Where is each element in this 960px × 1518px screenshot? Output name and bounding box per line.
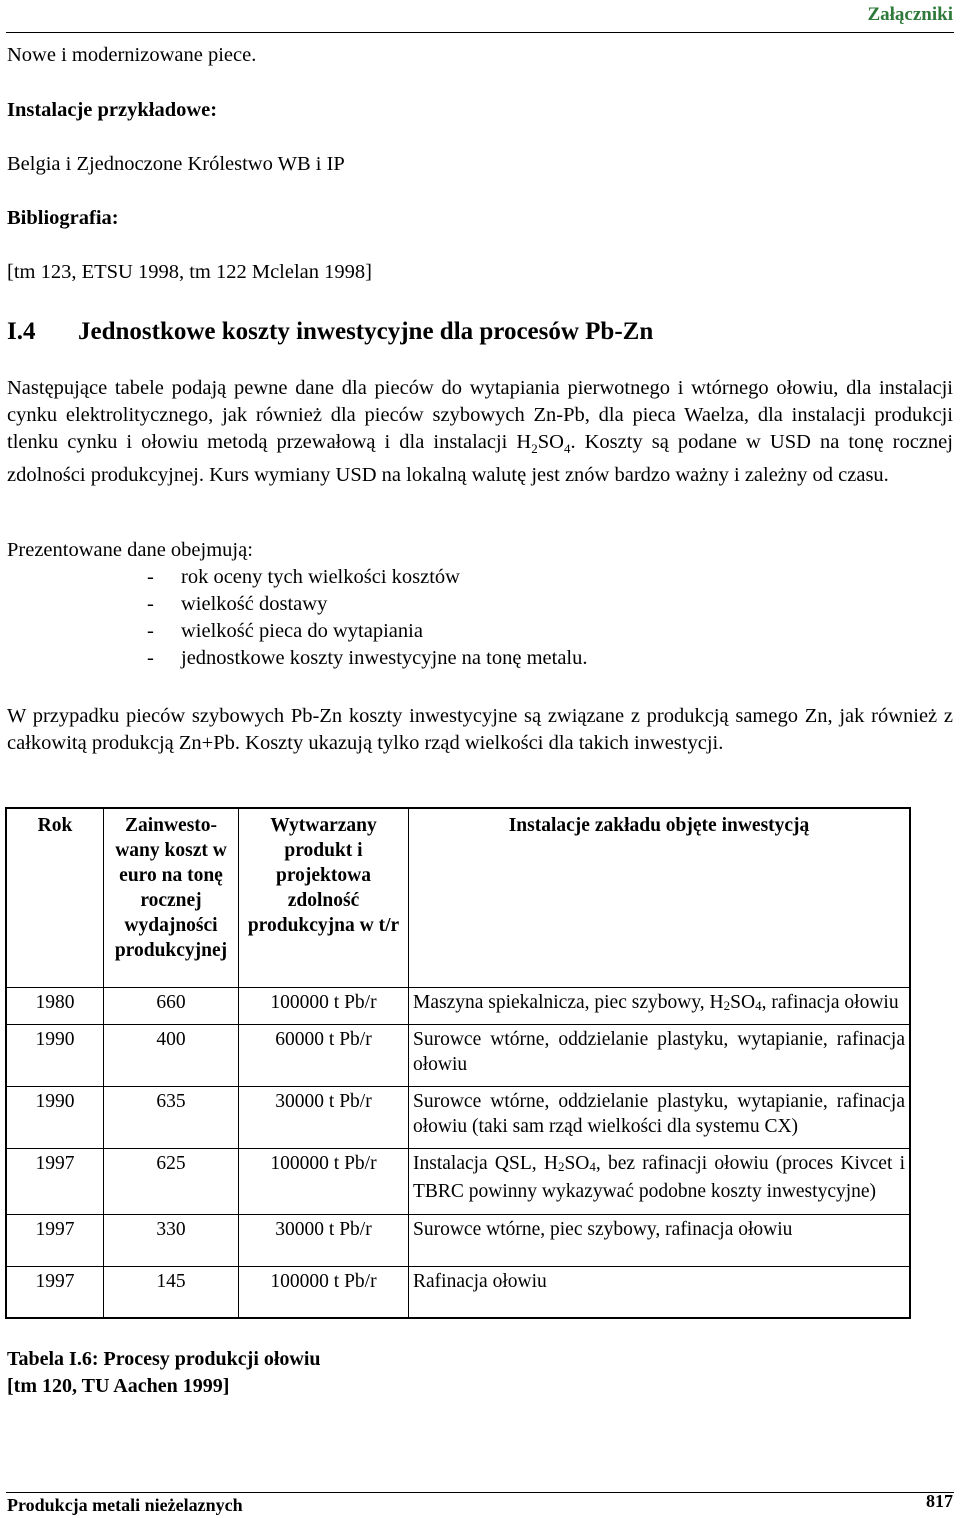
- paragraph-text: Następujące tabele podają pewne dane dla pieców do wytapiania pierwotnego i wtórnego ołowiu, dla instalacji cynku elektrolitycznego, jak również dla pieców szybowych Zn-Pb, dla pieca Waelza, dla instalacji produkcji tlenku cynku i ołowiu metodą przewałową i dla instalacji H: [7, 377, 953, 453]
- subscript: 4: [755, 998, 762, 1014]
- description-text: Instalacja QSL, H: [413, 1153, 558, 1175]
- bibliography-heading: Bibliografia:: [7, 207, 119, 229]
- paragraph-text: . Koszty są podane w USD na tonę rocznej zdolności produkcyjnej. Kurs wymiany USD na lokalną walutę jest znów bardzo ważny i zależny od czasu.: [7, 431, 953, 487]
- list-dash: -: [147, 620, 154, 642]
- second-paragraph: W przypadku pieców szybowych Pb-Zn koszty inwestycyjne są związane z produkcją samego Zn, jak również z całkowitą produkcją Zn+Pb. Koszty ukazują tylko rząd wielkości dla takich inwestycji.: [7, 705, 953, 754]
- section-heading: [7, 318, 653, 346]
- description-cell: Surowce wtórne, oddzielanie plastyku, wytapianie, rafinacja ołowiu (taki sam rząd wielkości dla systemu CX): [409, 1087, 911, 1149]
- subscript: 2: [723, 998, 731, 1014]
- list-item-text: rok oceny tych wielkości kosztów: [181, 566, 460, 588]
- cost-cell: 400: [104, 1025, 239, 1087]
- table-row: [6, 988, 910, 1025]
- caption-title: Tabela I.6: Procesy produkcji ołowiu: [7, 1348, 321, 1370]
- list-item-text: jednostkowe koszty inwestycyjne na tonę metalu.: [181, 647, 588, 669]
- product-cell: 60000 t Pb/r: [239, 1025, 409, 1087]
- investment-cost-table: [5, 807, 911, 1319]
- product-cell: 100000 t Pb/r: [239, 1149, 409, 1214]
- year-cell: 1997: [6, 1149, 104, 1214]
- subscript: 2: [557, 1159, 565, 1175]
- intro-paragraph: [7, 375, 953, 489]
- product-cell: 30000 t Pb/r: [239, 1087, 409, 1149]
- cost-cell: 330: [104, 1214, 239, 1266]
- description-text: SO: [730, 992, 756, 1014]
- table-row: [6, 1087, 910, 1149]
- year-cell: 1980: [6, 988, 104, 1025]
- list-dash: -: [147, 647, 154, 669]
- description-cell: Surowce wtórne, oddzielanie plastyku, wytapianie, rafinacja ołowiu: [409, 1025, 911, 1087]
- list-intro: Prezentowane dane obejmują:: [7, 539, 253, 561]
- cost-cell: 145: [104, 1266, 239, 1318]
- table-header-cell: Rok: [6, 808, 104, 988]
- list-dash: -: [147, 566, 154, 588]
- list-dash: -: [147, 593, 154, 615]
- year-cell: 1997: [6, 1266, 104, 1318]
- description-cell: [409, 1149, 911, 1214]
- header-rule: [6, 32, 954, 33]
- description-text: , bez rafinacji ołowiu (proces Kivcet i TBRC powinny wykazywać podobne koszty inwestycyjne): [413, 1153, 905, 1203]
- cost-cell: 625: [104, 1149, 239, 1214]
- cost-cell: 660: [104, 988, 239, 1025]
- section-title: Jednostkowe koszty inwestycyjne dla procesów Pb-Zn: [78, 318, 654, 345]
- year-cell: 1997: [6, 1214, 104, 1266]
- intro-line: Nowe i modernizowane piece.: [7, 44, 257, 66]
- table-row: [6, 1025, 910, 1087]
- cost-cell: 635: [104, 1087, 239, 1149]
- product-cell: 100000 t Pb/r: [239, 988, 409, 1025]
- table-header-row: [6, 808, 910, 988]
- description-text: , rafinacja ołowiu: [761, 992, 899, 1014]
- subscript: 4: [563, 441, 571, 457]
- table-row: [6, 1149, 910, 1214]
- table-header-cell: Zainwesto-wany koszt w euro na tonę rocznej wydajności produkcyjnej: [104, 808, 239, 988]
- table-header-cell: Wytwarzany produkt i projektowa zdolność produkcyjna w t/r: [239, 808, 409, 988]
- paragraph-text: SO: [537, 431, 564, 453]
- examples-heading: Instalacje przykładowe:: [7, 99, 218, 121]
- subscript: 2: [531, 441, 538, 457]
- caption-source: [tm 120, TU Aachen 1999]: [7, 1375, 230, 1397]
- list-item: [147, 647, 588, 670]
- bibliography-text: [tm 123, ETSU 1998, tm 122 Mclelan 1998]: [7, 261, 372, 283]
- examples-text: Belgia i Zjednoczone Królestwo WB i IP: [7, 153, 345, 175]
- page-number: 817: [926, 1491, 953, 1511]
- section-number: I.4: [7, 318, 36, 345]
- footer-rule: [6, 1492, 954, 1493]
- list-item: [147, 620, 423, 643]
- footer-document-title: Produkcja metali nieżelaznych: [7, 1495, 243, 1515]
- description-text: Maszyna spiekalnicza, piec szybowy, H: [413, 992, 724, 1014]
- list-item-text: wielkość pieca do wytapiania: [181, 620, 423, 642]
- year-cell: 1990: [6, 1087, 104, 1149]
- table-caption: [7, 1346, 321, 1400]
- description-cell: Rafinacja ołowiu: [409, 1266, 911, 1318]
- list-item: [147, 593, 327, 616]
- table-header-cell: Instalacje zakładu objęte inwestycją: [409, 808, 911, 988]
- product-cell: 100000 t Pb/r: [239, 1266, 409, 1318]
- header-section-label: Załączniki: [867, 4, 953, 25]
- description-cell: Surowce wtórne, piec szybowy, rafinacja ołowiu: [409, 1214, 911, 1266]
- subscript: 4: [589, 1159, 596, 1175]
- table-row: [6, 1214, 910, 1266]
- product-cell: 30000 t Pb/r: [239, 1214, 409, 1266]
- description-text: SO: [564, 1153, 590, 1175]
- description-cell: [409, 988, 911, 1025]
- table-row: [6, 1266, 910, 1318]
- list-item-text: wielkość dostawy: [181, 593, 328, 615]
- year-cell: 1990: [6, 1025, 104, 1087]
- list-item: [147, 566, 460, 589]
